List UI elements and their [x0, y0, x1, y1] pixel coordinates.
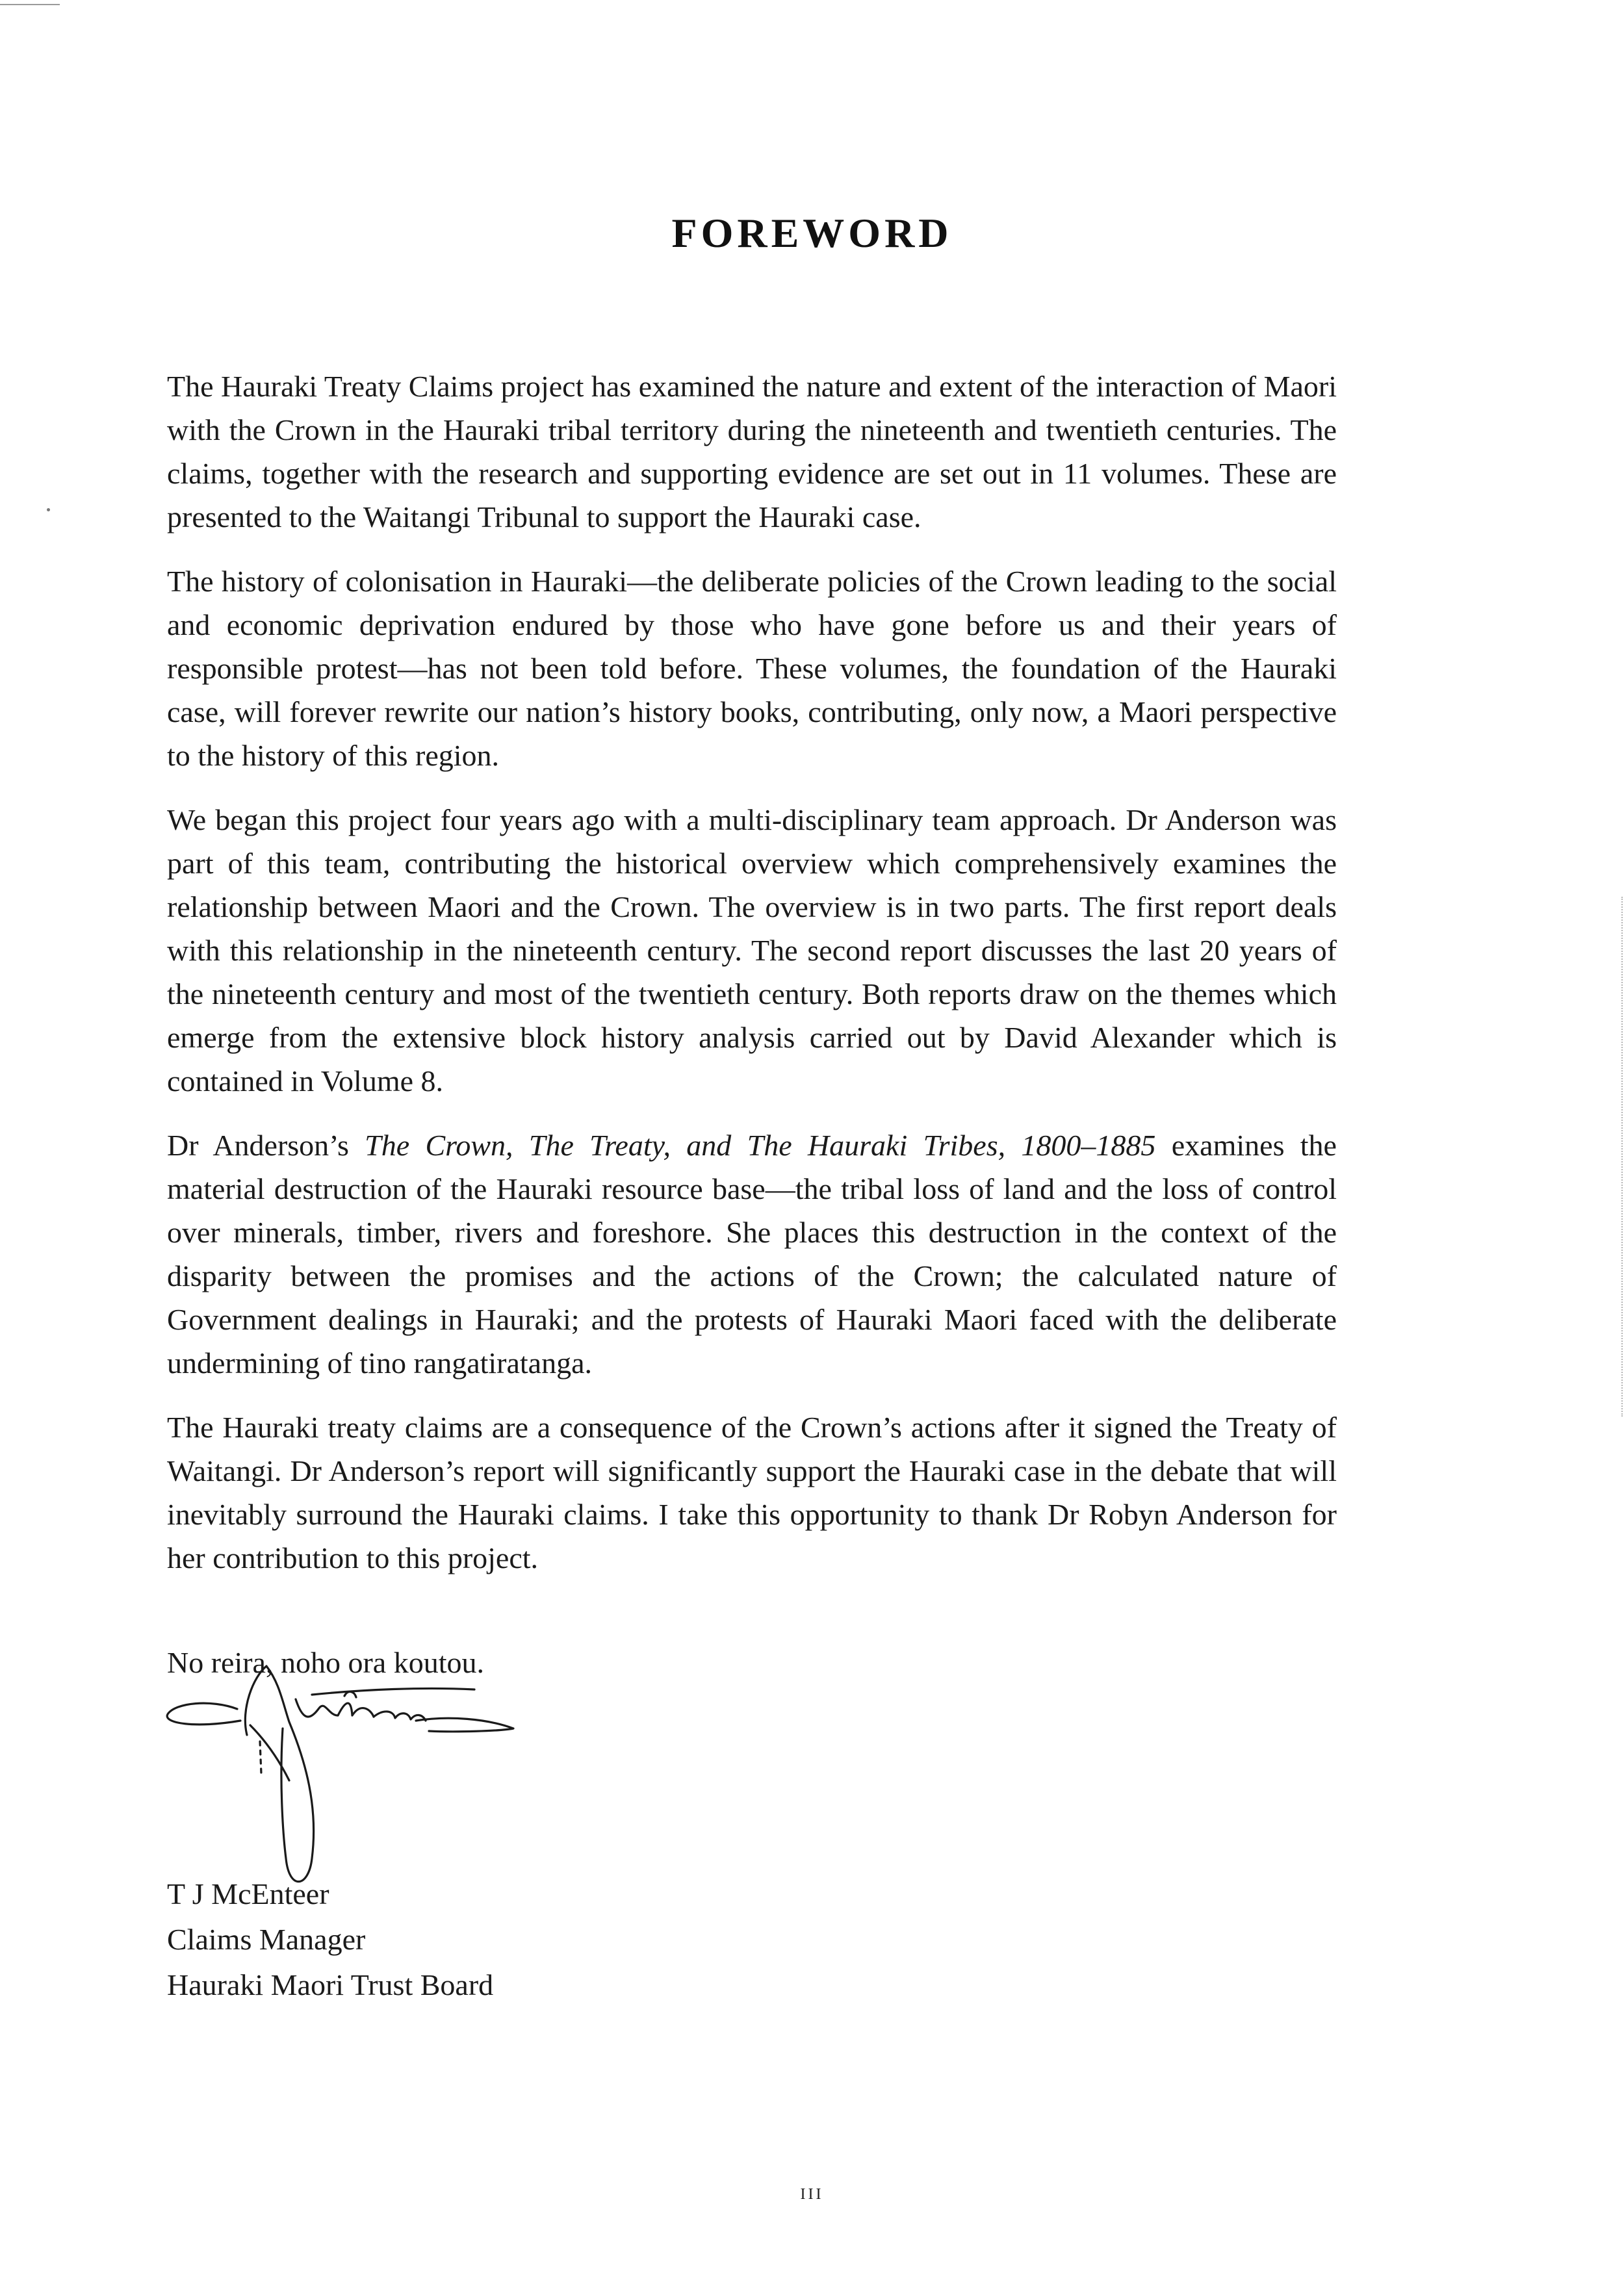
- signatory-organisation: Hauraki Maori Trust Board: [167, 1968, 494, 2001]
- foreword-body: [167, 365, 1337, 1600]
- paragraph-2: The history of colonisation in Hauraki—the deliberate policies of the Crown leading to the social and economic deprivation endured by those who have gone before us and their years of responsible protest—has not been told before. These volumes, the foundation of the Hauraki case, will forever rewrite our nation’s history books, contributing, only now, a Maori perspective to the history of this region.: [167, 565, 1337, 772]
- paragraph-5: The Hauraki treaty claims are a consequence of the Crown’s actions after it signed the Treaty of Waitangi. Dr Anderson’s report will significantly support the Hauraki case in the debate that will inevitably surround the Hauraki claims. I take this opportunity to thank Dr Robyn Anderson for her contribution to this project.: [167, 1411, 1337, 1574]
- report-title: The Crown, The Treaty, and The Hauraki Tribes, 1800–1885: [365, 1129, 1156, 1162]
- handwritten-signature: [149, 1663, 552, 1897]
- signatory-name: T J McEnteer: [167, 1877, 329, 1910]
- signatory-block: [167, 1871, 493, 2008]
- page-title: FOREWORD: [671, 210, 953, 256]
- page-number: iii: [800, 2180, 824, 2204]
- scan-corner-mark: [0, 4, 60, 5]
- paragraph-3: We began this project four years ago with a multi-disciplinary team approach. Dr Anderson was part of this team, contributing the historical overview which comprehensively examines the relationship between Maori and the Crown. The overview is in two parts. The first report deals with this relationship in the nineteenth century. The second report discusses the last 20 years of the nineteenth century and most of the twentieth century. Both reports draw on the themes which emerge from the extensive block history analysis carried out by David Alexander which is contained in Volume 8.: [167, 803, 1337, 1098]
- closing-line: No reira, noho ora koutou.: [167, 1646, 484, 1679]
- paragraph-1: The Hauraki Treaty Claims project has examined the nature and extent of the interaction of Maori with the Crown in the Hauraki tribal territory during the nineteenth and twentieth centuries. The claims, together with the research and supporting evidence are set out in 11 volumes. These are presented to the Waitangi Tribunal to support the Hauraki case.: [167, 370, 1337, 533]
- scan-edge-rule: [1621, 897, 1623, 1417]
- paragraph-4-lead: Dr Anderson’s: [167, 1129, 365, 1162]
- scan-speck: [47, 508, 50, 511]
- paragraph-4: [167, 1124, 1337, 1385]
- signatory-role: Claims Manager: [167, 1923, 366, 1956]
- paragraph-4-rest: examines the material destruction of the Hauraki resource base—the tribal loss of land and the loss of control over minerals, timber, rivers and foreshore. She places this destruction in the context of the disparity between the promises and the actions of the Crown; the calculated nature of Government dealings in Hauraki; and the protests of Hauraki Maori faced with the deliberate undermining of tino rangatiratanga.: [167, 1129, 1337, 1380]
